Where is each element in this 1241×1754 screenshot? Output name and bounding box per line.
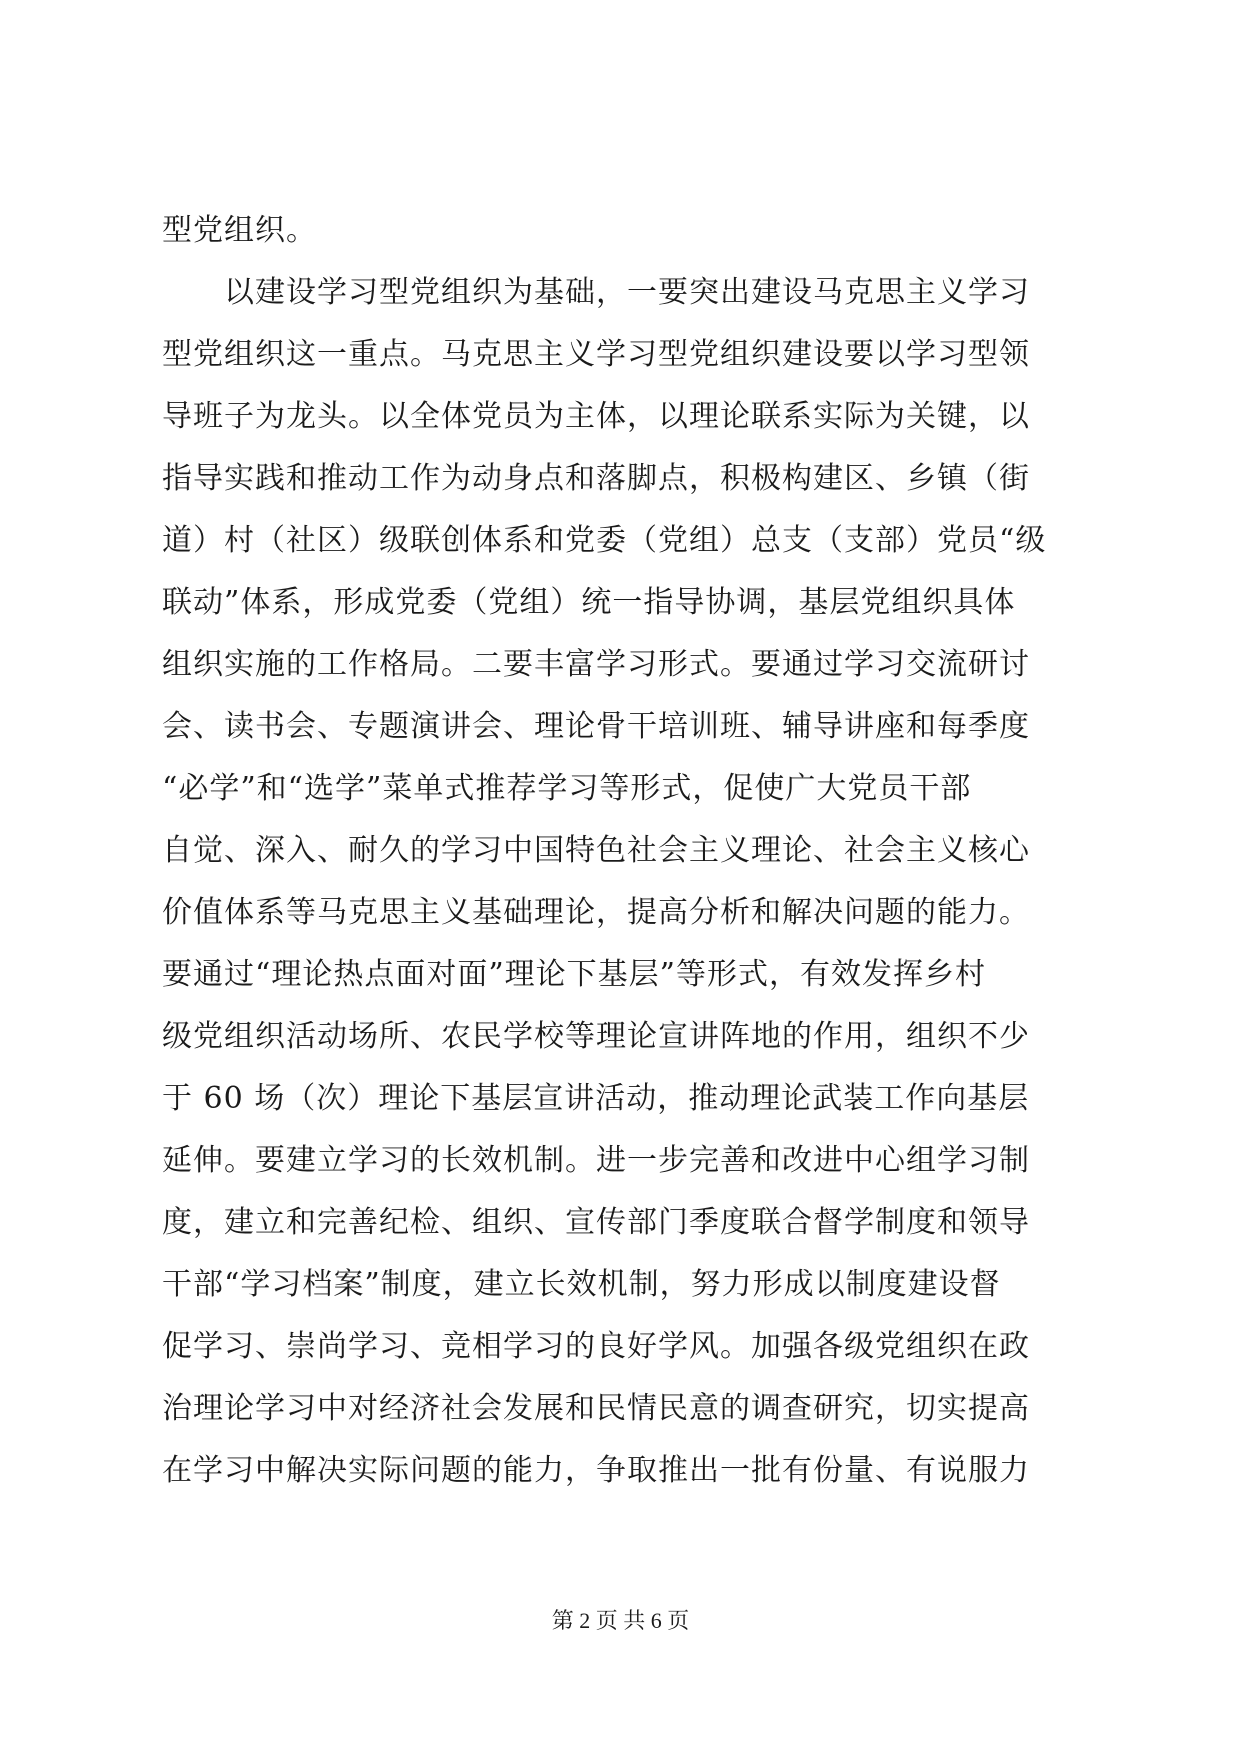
text-line: 度，建立和完善纪检、组织、宣传部门季度联合督学制度和领导	[162, 1205, 1030, 1240]
text-line: 指导实践和推动工作为动身点和落脚点，积极构建区、乡镇（街	[162, 461, 1030, 496]
text-line: 促学习、崇尚学习、竞相学习的良好学风。加强各级党组织在政	[162, 1329, 1030, 1364]
text-line: 延伸。要建立学习的长效机制。进一步完善和改进中心组学习制	[162, 1143, 1030, 1178]
text-line: 导班子为龙头。以全体党员为主体，以理论联系实际为关键，以	[162, 399, 1030, 434]
text-line: 组织实施的工作格局。二要丰富学习形式。要通过学习交流研讨	[162, 647, 1030, 682]
text-line: 要通过“理论热点面对面”理论下基层”等形式，有效发挥乡村	[162, 957, 987, 992]
text-line: 级党组织活动场所、农民学校等理论宣讲阵地的作用，组织不少	[162, 1019, 1030, 1054]
text-line: “必学”和“选学”菜单式推荐学习等形式，促使广大党员干部	[162, 771, 972, 806]
text-line: 在学习中解决实际问题的能力，争取推出一批有份量、有说服力	[162, 1453, 1030, 1488]
text-line: 于 60 场（次）理论下基层宣讲活动，推动理论武装工作向基层	[162, 1081, 1030, 1116]
text-line: 自觉、深入、耐久的学习中国特色社会主义理论、社会主义核心	[162, 833, 1030, 868]
text-line: 价值体系等马克思主义基础理论，提高分析和解决问题的能力。	[162, 895, 1030, 930]
text-line: 以建设学习型党组织为基础，一要突出建设马克思主义学习	[162, 275, 1030, 310]
text-line: 治理论学习中对经济社会发展和民情民意的调查研究，切实提高	[162, 1391, 1030, 1426]
text-line: 型党组织这一重点。马克思主义学习型党组织建设要以学习型领	[162, 337, 1030, 372]
text-line: 型党组织。	[162, 213, 317, 248]
text-line: 道）村（社区）级联创体系和党委（党组）总支（支部）党员“级	[162, 523, 1047, 558]
page-number-footer: 第 2 页 共 6 页	[551, 1608, 690, 1633]
body-text	[162, 200, 1082, 1502]
text-line: 联动”体系，形成党委（党组）统一指导协调，基层党组织具体	[162, 585, 1016, 620]
text-line: 会、读书会、专题演讲会、理论骨干培训班、辅导讲座和每季度	[162, 709, 1030, 744]
text-line: 干部“学习档案”制度，建立长效机制，努力形成以制度建设督	[162, 1267, 1001, 1302]
